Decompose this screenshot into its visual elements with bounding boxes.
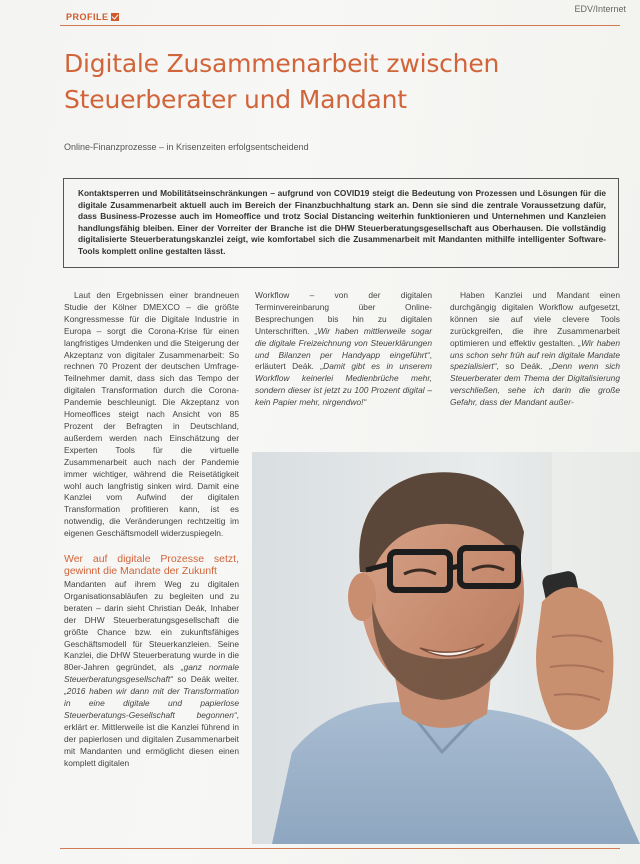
col3-quote-2: „Denn wenn sich Steuerberater dem Thema der Digitalisierung verschließen, sehe ich darin die große Gefahr, dass der Mandant außer- (450, 361, 620, 408)
col2-paragraph (255, 290, 432, 409)
col2-text-a: Workflow – von der digitalen Terminvereinbarung über Online-Besprechungen bis hin zu digitalen Unterschriften. (255, 290, 432, 336)
col1-text-c: , erklärt er. Mittlerweile ist die Kanzlei führend in der papierlosen und digitalen Zusammenarbeit mit Mandanten und ermöglicht diesen einen komplett digitalen (64, 710, 239, 768)
col2-quote-1: „Wir haben mittlerweile sogar die digitale Freizeichnung von Steuerklärungen und Bilanzen per Handyapp eingeführt“ (255, 325, 432, 360)
col1-quote-1: „ganz normale Steuerberatungsgesellschaft“ (64, 662, 239, 685)
header-rule (60, 25, 620, 26)
intro-box: Kontaktsperren und Mobilitätseinschränkungen – aufgrund von COVID19 steigt die Bedeutung von Prozessen und Lösungen für die digitale Zusammenarbeit aktuell auch im Bereich der Finanzbuchhaltung stark an. Denn sie sind die zentrale Voraussetzung dafür, dass Business-Prozesse auch im Homeoffice und trotz Social Distancing weiterhin funktionieren und Unternehmen und Kanzleien handlungsfähig bleiben. Einer der Vorreiter der Branche ist die DHW Steuerberatungsgesellschaft aus Oberhausen. Die vollständig digitalisierte Steuerberatungskanzlei zeigt, wie komfortabel sich die Zusammenarbeit mit Mandanten mithilfe intelligenter Software-Tools komplett online gestalten lässt. (63, 178, 619, 268)
col3-quote-1: „Wir haben uns schon sehr früh auf rein digitale Mandate spezialisiert“ (450, 337, 620, 372)
col3-paragraph (450, 290, 620, 409)
col2-text-b: , erläutert Deák. (255, 349, 432, 372)
col2-quote-2: „Damit gibt es in unserem Workflow keinerlei Medienbrüche mehr, sondern dieser ist jetzt zu 100 Prozent digital – kein Papier mehr, nirgendwo!“ (255, 361, 432, 408)
column-2 (255, 290, 432, 409)
col1-quote-2: „2016 haben wir dann mit der Transformation in eine digitale und papierlose Steuerberatungs-Gesellschaft begonnen“ (64, 686, 239, 720)
column-3 (450, 290, 620, 409)
article-subtitle: Online-Finanzprozesse – in Krisenzeiten erfolgsentscheidend (64, 142, 309, 152)
col1-paragraph-2 (64, 579, 239, 770)
logo-text: PROFILE (66, 12, 109, 22)
column-1 (64, 290, 239, 770)
footer-rule (60, 848, 620, 849)
col1-paragraph-1: Laut den Ergebnissen einer brandneuen Studie der Kölner DMEXCO – die größte Kongressmesse für die Digitale Industrie in Europa – sorgt die Corona-Krise für einen langfristiges Umdenken und die Steigerung der Akzeptanz von digitaler Zusammenarbeit: So rechnen 70 Prozent der deutschen Umfrage-Teilnehmer damit, dass sich das Tempo der digitalen Transformation durch die Corona-Pandemie beschleunigt. Die Akzeptanz von Homeoffices steigt nach Ansicht von 85 Prozent der Befragten in Deutschland, außerdem werden nach Einschätzung der Experten Tools für die virtuelle Zusammenarbeit auch nach der Pandemie immer wichtiger, während die Reisetätigkeit wohl auch langfristig sinken wird. Damit eine Kanzlei vom Aufwind der digitalen Transformation profitieren kann, ist es notwendig, die Veränderungen rechtzeitig im eigenen Geschäftsmodell widerzuspiegeln. (64, 290, 239, 539)
subheading: Wer auf digitale Prozesse setzt, gewinnt die Mandate der Zukunft (64, 553, 239, 578)
section-label: EDV/Internet (574, 4, 626, 14)
check-box-icon (111, 13, 119, 21)
title-line-2: Steuerberater und Mandant (64, 85, 407, 114)
col3-text-a: Haben Kanzlei und Mandant einen durchgängig digitalen Workflow aufgesetzt, können sie auf viele clevere Tools zurückgreifen, die ihre Zusammenarbeit optimieren und effektiv gestalten. (450, 290, 620, 348)
photo-illustration (252, 452, 640, 844)
article-title (64, 46, 604, 118)
col1-text-a: Mandanten auf ihrem Weg zu digitalen Organisationsabläufen zu begleiten und zu beraten – darin sieht Christian Deák, Inhaber der DHW Steuerberatungsgesellschaft die größte Chance bzw. ein zukunftsfähiges Geschäftsmodell für Steuerkanzleien. Seine Kanzlei, die DHW Steuerberatung wurde in die 80er-Jahren gegründet, als (64, 579, 239, 673)
col1-text-b: so Deák weiter. (172, 674, 239, 685)
profile-logo (66, 12, 119, 22)
col3-text-b: , so Deák. (496, 361, 550, 372)
title-line-1: Digitale Zusammenarbeit zwischen (64, 49, 500, 78)
man-on-phone-photo (252, 452, 640, 844)
